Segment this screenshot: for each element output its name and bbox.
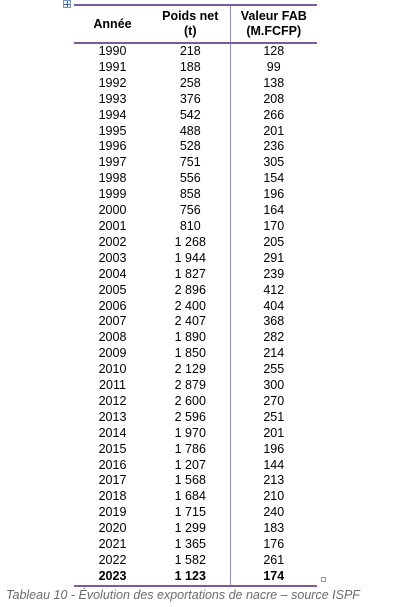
table-header-row bbox=[74, 5, 317, 43]
cell-valeur-fab: 99 bbox=[230, 60, 317, 76]
cell-valeur-fab: 251 bbox=[230, 410, 317, 426]
cell-annee: 2000 bbox=[98, 203, 127, 218]
cell-poids-net: 810 bbox=[179, 218, 201, 233]
table-row bbox=[74, 43, 317, 60]
cell-annee: 2002 bbox=[98, 234, 127, 249]
cell-annee: 1991 bbox=[98, 59, 127, 74]
cell-valeur-fab: 240 bbox=[230, 505, 317, 521]
cell-annee: 1992 bbox=[98, 75, 127, 90]
cell-poids-net: 2 407 bbox=[174, 314, 206, 329]
table-row bbox=[74, 330, 317, 346]
cell-poids-net: 528 bbox=[179, 139, 201, 154]
cell-annee: 2013 bbox=[98, 409, 127, 424]
cell-annee: 2016 bbox=[98, 457, 127, 472]
table-row bbox=[74, 378, 317, 394]
cell-poids-net: 1 850 bbox=[174, 346, 206, 361]
cell-valeur-fab: 174 bbox=[230, 569, 317, 586]
cell-poids-net: 756 bbox=[179, 203, 201, 218]
table-row bbox=[74, 314, 317, 330]
cell-valeur-fab: 138 bbox=[230, 76, 317, 92]
cell-poids-net: 2 400 bbox=[174, 298, 206, 313]
cell-annee: 2004 bbox=[98, 266, 127, 281]
header-poids-line1: Poids net bbox=[162, 9, 219, 23]
cell-valeur-fab: 176 bbox=[230, 537, 317, 553]
table-row bbox=[74, 410, 317, 426]
cell-valeur-fab: 154 bbox=[230, 171, 317, 187]
cell-annee: 1990 bbox=[98, 44, 127, 58]
cell-valeur-fab: 210 bbox=[230, 489, 317, 505]
cell-valeur-fab: 404 bbox=[230, 299, 317, 315]
cell-annee: 2011 bbox=[99, 378, 126, 393]
cell-annee: 2001 bbox=[98, 218, 127, 233]
cell-poids-net: 1 970 bbox=[174, 425, 206, 440]
cell-valeur-fab: 239 bbox=[230, 267, 317, 283]
table-row bbox=[74, 235, 317, 251]
table-row bbox=[74, 553, 317, 569]
header-annee: Année bbox=[74, 5, 151, 43]
cell-annee: 1996 bbox=[98, 139, 127, 154]
cell-annee: 2007 bbox=[98, 314, 127, 329]
cell-valeur-fab: 183 bbox=[230, 521, 317, 537]
cell-poids-net: 1 207 bbox=[174, 457, 206, 472]
header-poids-net bbox=[151, 5, 230, 43]
cell-valeur-fab: 261 bbox=[230, 553, 317, 569]
cell-poids-net: 1 890 bbox=[174, 330, 206, 345]
cell-poids-net: 1 268 bbox=[174, 234, 206, 249]
cell-annee: 2010 bbox=[98, 362, 127, 377]
cell-valeur-fab: 266 bbox=[230, 108, 317, 124]
table-row bbox=[74, 267, 317, 283]
cell-poids-net: 2 596 bbox=[174, 409, 206, 424]
table-row bbox=[74, 442, 317, 458]
cell-poids-net: 2 129 bbox=[174, 362, 206, 377]
cell-annee: 2009 bbox=[98, 346, 127, 361]
cell-poids-net: 258 bbox=[179, 75, 201, 90]
cell-valeur-fab: 412 bbox=[230, 283, 317, 299]
header-poids-line2: (t) bbox=[184, 24, 197, 38]
table-row bbox=[74, 505, 317, 521]
cell-annee: 1997 bbox=[98, 155, 127, 170]
table-row bbox=[74, 92, 317, 108]
table-move-handle-icon[interactable] bbox=[63, 0, 71, 8]
cell-poids-net: 488 bbox=[179, 123, 201, 138]
cell-valeur-fab: 213 bbox=[230, 473, 317, 489]
cell-valeur-fab: 305 bbox=[230, 155, 317, 171]
cell-poids-net: 218 bbox=[179, 44, 201, 58]
header-valeur-line1: Valeur FAB bbox=[240, 9, 307, 23]
cell-annee: 2021 bbox=[98, 537, 127, 552]
table-body bbox=[74, 43, 317, 586]
cell-valeur-fab: 270 bbox=[230, 394, 317, 410]
table-row bbox=[74, 124, 317, 140]
cell-poids-net: 556 bbox=[179, 171, 201, 186]
cell-valeur-fab: 196 bbox=[230, 442, 317, 458]
cell-poids-net: 751 bbox=[179, 155, 201, 170]
cell-annee: 1999 bbox=[98, 187, 127, 202]
cell-annee: 2015 bbox=[98, 441, 127, 456]
cell-poids-net: 1 568 bbox=[174, 473, 206, 488]
cell-valeur-fab: 164 bbox=[230, 203, 317, 219]
cell-valeur-fab: 144 bbox=[230, 458, 317, 474]
table-row bbox=[74, 394, 317, 410]
cell-annee: 2020 bbox=[98, 521, 127, 536]
cell-poids-net: 2 896 bbox=[174, 282, 206, 297]
cell-valeur-fab: 255 bbox=[230, 362, 317, 378]
table-row bbox=[74, 108, 317, 124]
cell-annee: 2017 bbox=[98, 473, 127, 488]
cell-annee: 1994 bbox=[98, 107, 127, 122]
cell-valeur-fab: 128 bbox=[230, 43, 317, 60]
cell-poids-net: 1 123 bbox=[151, 569, 230, 586]
cell-valeur-fab: 282 bbox=[230, 330, 317, 346]
table-row bbox=[74, 346, 317, 362]
cell-valeur-fab: 291 bbox=[230, 251, 317, 267]
table-row bbox=[74, 489, 317, 505]
cell-poids-net: 542 bbox=[179, 107, 201, 122]
cell-annee: 2023 bbox=[74, 569, 151, 586]
cell-annee: 1995 bbox=[98, 123, 127, 138]
cell-annee: 2022 bbox=[98, 553, 127, 567]
cell-annee: 2018 bbox=[98, 489, 127, 504]
cell-valeur-fab: 196 bbox=[230, 187, 317, 203]
header-valeur-line2: (M.FCFP) bbox=[246, 24, 302, 38]
cell-annee: 2008 bbox=[98, 330, 127, 345]
cell-poids-net: 376 bbox=[179, 91, 201, 106]
cell-annee: 2014 bbox=[98, 425, 127, 440]
table-row bbox=[74, 283, 317, 299]
table-row bbox=[74, 60, 317, 76]
cell-poids-net: 1 365 bbox=[174, 537, 206, 552]
cell-poids-net: 1 715 bbox=[174, 505, 206, 520]
cell-poids-net: 1 827 bbox=[174, 266, 206, 281]
cell-valeur-fab: 201 bbox=[230, 426, 317, 442]
table-row bbox=[74, 187, 317, 203]
cell-annee: 2003 bbox=[98, 250, 127, 265]
table-row bbox=[74, 537, 317, 553]
cell-valeur-fab: 214 bbox=[230, 346, 317, 362]
table-row bbox=[74, 219, 317, 235]
cell-poids-net: 1 786 bbox=[174, 441, 206, 456]
cell-annee: 2019 bbox=[98, 505, 127, 520]
table-row bbox=[74, 251, 317, 267]
table-row bbox=[74, 139, 317, 155]
table-resize-handle-icon[interactable] bbox=[321, 577, 326, 582]
cell-annee: 2012 bbox=[98, 393, 127, 408]
cell-annee: 2005 bbox=[98, 282, 127, 297]
cell-poids-net: 1 684 bbox=[174, 489, 206, 504]
cell-poids-net: 2 879 bbox=[174, 378, 206, 393]
cell-valeur-fab: 236 bbox=[230, 139, 317, 155]
cell-poids-net: 188 bbox=[179, 59, 201, 74]
table-caption: Tableau 10 - Évolution des exportations de nacre – source ISPF bbox=[6, 588, 360, 602]
cell-poids-net: 1 944 bbox=[174, 250, 206, 265]
table-row bbox=[74, 203, 317, 219]
table-row bbox=[74, 155, 317, 171]
cell-poids-net: 1 299 bbox=[174, 521, 206, 536]
cell-poids-net: 2 600 bbox=[174, 393, 206, 408]
cell-annee: 1993 bbox=[98, 91, 127, 106]
cell-poids-net: 858 bbox=[179, 187, 201, 202]
cell-valeur-fab: 170 bbox=[230, 219, 317, 235]
table-row bbox=[74, 458, 317, 474]
exports-table bbox=[74, 4, 317, 587]
cell-valeur-fab: 201 bbox=[230, 124, 317, 140]
table-row bbox=[74, 521, 317, 537]
cell-poids-net: 1 582 bbox=[174, 553, 206, 567]
cell-valeur-fab: 300 bbox=[230, 378, 317, 394]
table-row bbox=[74, 76, 317, 92]
cell-annee: 1998 bbox=[98, 171, 127, 186]
cell-annee: 2006 bbox=[98, 298, 127, 313]
cell-valeur-fab: 208 bbox=[230, 92, 317, 108]
table-row bbox=[74, 299, 317, 315]
table-row bbox=[74, 426, 317, 442]
cell-valeur-fab: 205 bbox=[230, 235, 317, 251]
table-row bbox=[74, 171, 317, 187]
table-row bbox=[74, 473, 317, 489]
table-row bbox=[74, 569, 317, 586]
table-row bbox=[74, 362, 317, 378]
header-valeur-fab bbox=[230, 5, 317, 43]
cell-valeur-fab: 368 bbox=[230, 314, 317, 330]
